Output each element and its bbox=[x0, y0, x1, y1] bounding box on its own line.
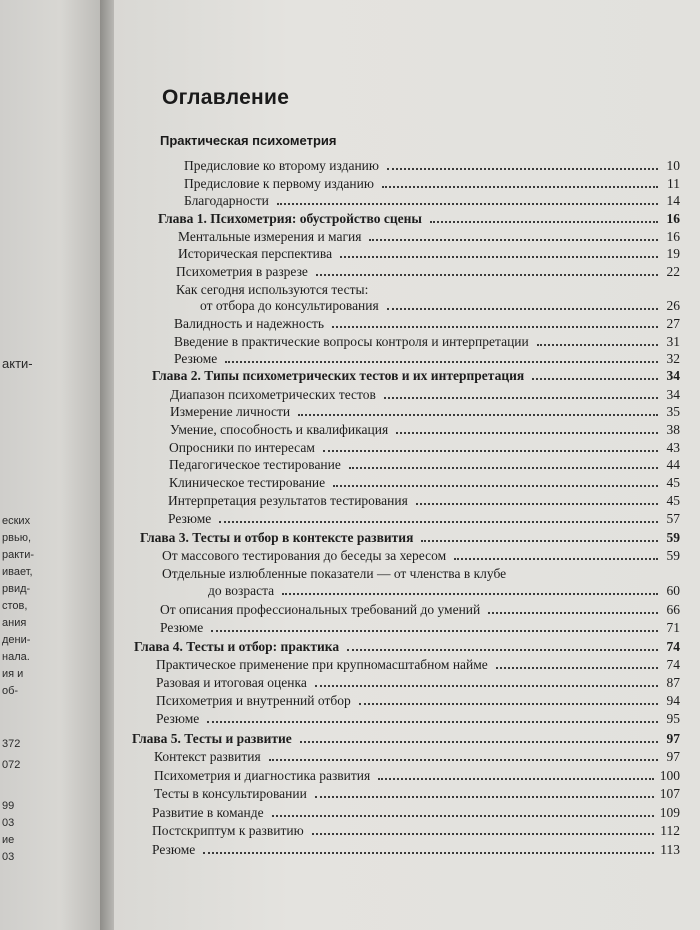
toc-entry-title: Психометрия и внутренний отбор bbox=[156, 693, 351, 708]
toc-page-number: 109 bbox=[659, 805, 680, 820]
toc-entry-title: до возраста bbox=[208, 583, 275, 598]
dot-leader bbox=[332, 326, 658, 328]
toc-entry bbox=[168, 492, 680, 510]
facing-page-fragment: 072 bbox=[2, 759, 21, 771]
toc-page-number: 19 bbox=[666, 246, 680, 261]
toc-page-number: 34 bbox=[666, 368, 680, 383]
part-title: Практическая психометрия bbox=[160, 133, 337, 148]
toc-entry-title: Измерение личности bbox=[170, 404, 291, 419]
dot-leader bbox=[454, 558, 658, 560]
toc-entry bbox=[168, 510, 680, 528]
facing-page-fragment: стов, bbox=[2, 600, 28, 612]
toc-entry bbox=[156, 656, 680, 674]
toc-page-number: 16 bbox=[666, 211, 680, 226]
toc-entry-title: Глава 2. Типы психометрических тестов и их интерпретация bbox=[152, 368, 525, 383]
toc-entry-title: Благодарности bbox=[184, 193, 269, 208]
dot-leader bbox=[300, 741, 658, 743]
toc-page-number: 27 bbox=[666, 316, 680, 331]
toc-entry-title: Резюме bbox=[160, 620, 204, 635]
toc-page-number: 59 bbox=[666, 548, 680, 563]
toc-page-number: 32 bbox=[666, 351, 680, 366]
dot-leader bbox=[219, 521, 658, 523]
dot-leader bbox=[382, 186, 658, 188]
toc-entry bbox=[174, 315, 680, 333]
toc-entry bbox=[152, 804, 680, 822]
toc-chapter-entry bbox=[158, 210, 680, 228]
toc-entry bbox=[154, 785, 680, 803]
toc-entry bbox=[152, 822, 680, 840]
dot-leader bbox=[333, 485, 658, 487]
toc-entry bbox=[162, 565, 680, 583]
toc-page-number: 45 bbox=[666, 475, 680, 490]
toc-entry bbox=[152, 841, 680, 859]
dot-leader bbox=[387, 168, 658, 170]
toc-chapter-entry bbox=[132, 730, 680, 748]
dot-leader bbox=[277, 203, 658, 205]
dot-leader bbox=[225, 361, 658, 363]
toc-entry bbox=[169, 439, 680, 457]
toc-entry-title: Тесты в консультировании bbox=[154, 786, 307, 801]
toc-entry-title: Введение в практические вопросы контроля и интерпретации bbox=[174, 334, 529, 349]
dot-leader bbox=[384, 397, 658, 399]
toc-page-number: 11 bbox=[667, 176, 680, 191]
facing-page-fragment: ие bbox=[2, 834, 15, 846]
dot-leader bbox=[430, 221, 658, 223]
toc-page-number: 112 bbox=[660, 823, 680, 838]
dot-leader bbox=[416, 503, 658, 505]
toc-entry bbox=[170, 403, 680, 421]
dot-leader bbox=[496, 667, 658, 669]
toc-page-number: 35 bbox=[666, 404, 680, 419]
dot-leader bbox=[207, 721, 658, 723]
toc-entry-title: Резюме bbox=[174, 351, 218, 366]
toc-entry bbox=[169, 456, 680, 474]
toc-entry-title: Опросники по интересам bbox=[169, 440, 315, 455]
dot-leader bbox=[359, 703, 658, 705]
toc-entry-title: Глава 1. Психометрия: обустройство сцены bbox=[158, 211, 422, 226]
toc-page-number: 60 bbox=[666, 583, 680, 598]
toc-page-number: 43 bbox=[666, 440, 680, 455]
facing-page bbox=[0, 0, 100, 930]
toc-entry-title: Резюме bbox=[156, 711, 200, 726]
toc-entry bbox=[156, 674, 680, 692]
toc-page-number: 71 bbox=[666, 620, 680, 635]
dot-leader bbox=[315, 796, 654, 798]
facing-page-fragment: рвид- bbox=[2, 583, 31, 595]
toc-entry bbox=[170, 386, 680, 404]
toc-entry-title: Разовая и итоговая оценка bbox=[156, 675, 307, 690]
dot-leader bbox=[369, 239, 658, 241]
toc-page-number: 45 bbox=[666, 493, 680, 508]
facing-page-fragment: рвью, bbox=[2, 532, 31, 544]
facing-page-fragment: ивает, bbox=[2, 566, 33, 578]
toc-entry bbox=[169, 474, 680, 492]
toc-entry-title: От массового тестирования до беседы за хересом bbox=[162, 548, 447, 563]
toc-entry bbox=[178, 228, 680, 246]
toc-entry bbox=[162, 547, 680, 565]
toc-entry bbox=[184, 175, 680, 193]
toc-page-number: 34 bbox=[666, 387, 680, 402]
facing-page-fragment: 99 bbox=[2, 800, 15, 812]
toc-page-number: 95 bbox=[666, 711, 680, 726]
toc-page-number: 10 bbox=[666, 158, 680, 173]
toc-entry-title: Ментальные измерения и магия bbox=[178, 229, 362, 244]
toc-entry-title: От описания профессиональных требований до умений bbox=[160, 602, 481, 617]
toc-entry bbox=[174, 333, 680, 351]
toc-page-number: 14 bbox=[666, 193, 680, 208]
toc-entry-title: Контекст развития bbox=[154, 749, 261, 764]
page-title: Оглавление bbox=[162, 86, 290, 109]
dot-leader bbox=[316, 274, 658, 276]
dot-leader bbox=[349, 467, 658, 469]
toc-entry bbox=[160, 601, 680, 619]
toc-page-number: 44 bbox=[666, 457, 680, 472]
toc-entry-title: Как сегодня используются тесты: bbox=[176, 282, 369, 297]
toc-chapter-entry bbox=[134, 638, 680, 656]
facing-page-fragment: дени- bbox=[2, 634, 31, 646]
dot-leader bbox=[323, 450, 658, 452]
toc-page-number: 26 bbox=[666, 298, 680, 313]
toc-entry-title: Диапазон психометрических тестов bbox=[170, 387, 376, 402]
toc-entry-title: Предисловие ко второму изданию bbox=[184, 158, 379, 173]
toc-chapter-entry bbox=[152, 367, 680, 385]
toc-entry-title: Глава 3. Тесты и отбор в контексте развития bbox=[140, 530, 414, 545]
dot-leader bbox=[488, 612, 658, 614]
facing-page-fragment: ия и bbox=[2, 668, 24, 680]
dot-leader bbox=[387, 308, 658, 310]
toc-entry-title: Клиническое тестирование bbox=[169, 475, 326, 490]
facing-page-fragment: акти- bbox=[2, 356, 33, 371]
dot-leader bbox=[211, 630, 658, 632]
toc-page-number: 97 bbox=[666, 749, 680, 764]
toc-entry bbox=[178, 245, 680, 263]
facing-page-fragment: ракти- bbox=[2, 549, 35, 561]
facing-page-fragment: 372 bbox=[2, 738, 21, 750]
toc-page-number: 97 bbox=[666, 731, 680, 746]
toc-entry-title: Развитие в команде bbox=[152, 805, 264, 820]
dot-leader bbox=[396, 432, 658, 434]
toc-page-number: 107 bbox=[659, 786, 680, 801]
toc-entry-title: Глава 5. Тесты и развитие bbox=[132, 731, 292, 746]
dot-leader bbox=[340, 256, 658, 258]
toc-entry bbox=[174, 350, 680, 368]
facing-page-fragment: 03 bbox=[2, 817, 15, 829]
toc-entry-title: Педагогическое тестирование bbox=[169, 457, 341, 472]
toc-page-number: 16 bbox=[666, 229, 680, 244]
dot-leader bbox=[378, 778, 654, 780]
toc-entry-title: Резюме bbox=[168, 511, 212, 526]
toc-page-number: 94 bbox=[666, 693, 680, 708]
book-gutter bbox=[100, 0, 114, 930]
toc-entry bbox=[156, 692, 680, 710]
toc-entry-title: Глава 4. Тесты и отбор: практика bbox=[134, 639, 340, 654]
toc-page-number: 31 bbox=[666, 334, 680, 349]
toc-entry-title: Предисловие к первому изданию bbox=[184, 176, 374, 191]
toc-entry bbox=[170, 421, 680, 439]
dot-leader bbox=[421, 540, 658, 542]
dot-leader bbox=[312, 833, 655, 835]
toc-page-number: 74 bbox=[666, 639, 680, 654]
toc-entry bbox=[176, 263, 680, 281]
dot-leader bbox=[203, 852, 654, 854]
facing-page-fragment: ания bbox=[2, 617, 27, 629]
toc-entry-title: Валидность и надежность bbox=[174, 316, 325, 331]
toc-page-number: 113 bbox=[660, 842, 680, 857]
toc-entry-title: Практическое применение при крупномасштабном найме bbox=[156, 657, 488, 672]
toc-entry-title: Психометрия в разрезе bbox=[176, 264, 308, 279]
toc-entry bbox=[160, 619, 680, 637]
dot-leader bbox=[269, 759, 658, 761]
dot-leader bbox=[315, 685, 658, 687]
toc-page-number: 22 bbox=[666, 264, 680, 279]
toc-entry-title: от отбора до консультирования bbox=[200, 298, 379, 313]
dot-leader bbox=[537, 344, 658, 346]
toc-page-number: 87 bbox=[666, 675, 680, 690]
toc-entry bbox=[184, 157, 680, 175]
toc-page-number: 66 bbox=[666, 602, 680, 617]
facing-page-fragment: 03 bbox=[2, 851, 15, 863]
toc-page-number: 74 bbox=[666, 657, 680, 672]
toc-entry bbox=[200, 297, 680, 315]
toc-page-number: 59 bbox=[666, 530, 680, 545]
toc-entry-title: Психометрия и диагностика развития bbox=[154, 768, 371, 783]
toc-entry bbox=[208, 582, 680, 600]
toc-entry-title: Постскриптум к развитию bbox=[152, 823, 304, 838]
toc-entry bbox=[154, 748, 680, 766]
toc-entry-title: Историческая перспектива bbox=[178, 246, 333, 261]
dot-leader bbox=[272, 815, 654, 817]
toc-page-number: 57 bbox=[666, 511, 680, 526]
toc-entry-title: Умение, способность и квалификация bbox=[170, 422, 389, 437]
toc-entry-title: Интерпретация результатов тестирования bbox=[168, 493, 408, 508]
toc-entry bbox=[156, 710, 680, 728]
dot-leader bbox=[298, 414, 658, 416]
facing-page-fragment: нала. bbox=[2, 651, 30, 663]
dot-leader bbox=[282, 593, 658, 595]
dot-leader bbox=[347, 649, 658, 651]
toc-entry-title: Отдельные излюбленные показатели — от членства в клубе bbox=[162, 566, 507, 581]
toc-entry bbox=[154, 767, 680, 785]
toc-page-number: 100 bbox=[659, 768, 680, 783]
contents-page bbox=[114, 0, 700, 930]
facing-page-fragment: еских bbox=[2, 515, 31, 527]
toc-entry bbox=[184, 192, 680, 210]
toc-entry-title: Резюме bbox=[152, 842, 196, 857]
dot-leader bbox=[532, 378, 658, 380]
facing-page-fragment: об- bbox=[2, 685, 19, 697]
toc-page-number: 38 bbox=[666, 422, 680, 437]
toc-chapter-entry bbox=[140, 529, 680, 547]
